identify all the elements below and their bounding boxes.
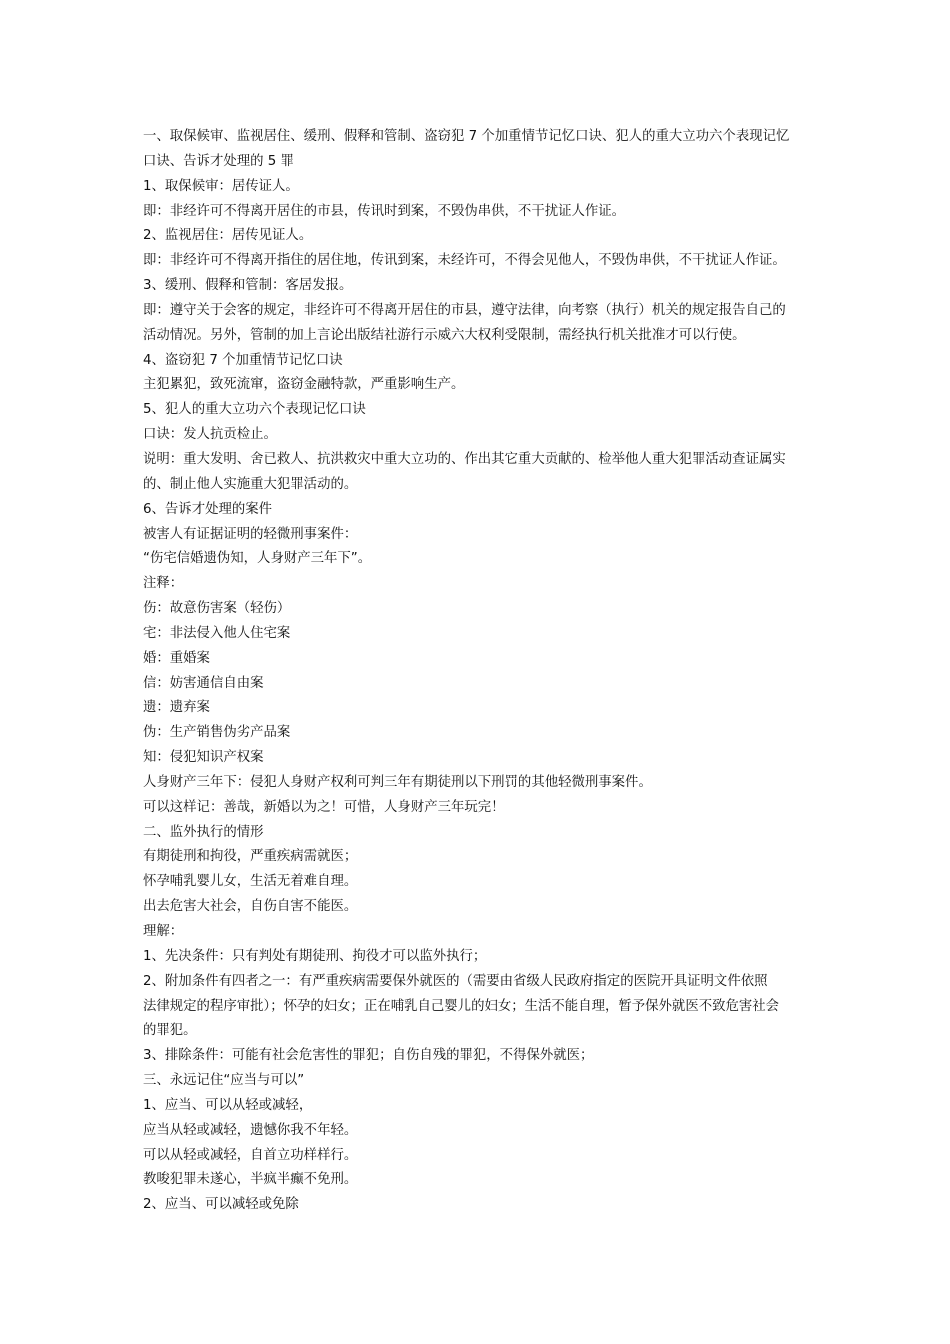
text-line: 1、取保候审：居传证人。: [143, 178, 299, 194]
text-line: 应当从轻或减轻，遗憾你我不年轻。: [143, 1122, 358, 1138]
text-line: 可以这样记：善哉，新婚以为之！可惜，人身财产三年玩完！: [143, 799, 505, 815]
text-line: 主犯累犯，致死流窜，盗窃金融特款，严重影响生产。: [143, 377, 465, 393]
heading-section-1: 一、取保候审、监视居住、缓刑、假释和管制、盗窃犯 7 个加重情节记忆口诀、犯人的重大立功六个表现记忆: [143, 129, 790, 144]
text-line: 1、先决条件：只有判处有期徒刑、拘役才可以监外执行；: [143, 948, 487, 964]
document-body: [143, 125, 811, 1218]
text-line: 怀孕哺乳婴儿女，生活无着难自理。: [143, 874, 358, 890]
text-line: 2、附加条件有四者之一：有严重疾病需要保外就医的（需要由省级人民政府指定的医院开具证明文件依照: [143, 973, 768, 989]
text-line: 5、犯人的重大立功六个表现记忆口诀: [143, 402, 366, 418]
text-line: 的罪犯。: [143, 1023, 197, 1039]
text-line: 2、监视居住：居传见证人。: [143, 228, 313, 244]
text-line: 人身财产三年下：侵犯人身财产权利可判三年有期徒刑以下刑罚的其他轻微刑事案件。: [143, 774, 652, 790]
text-line: 3、缓刑、假释和管制：客居发报。: [143, 278, 353, 294]
text-line: 理解：: [143, 924, 184, 939]
text-line: 口诀：发人抗贡检止。: [143, 427, 277, 443]
text-line: “伤宅信婚遗伪知，人身财产三年下”。: [143, 551, 372, 567]
heading-section-2: 二、监外执行的情形: [143, 824, 264, 840]
text-line: 3、排除条件：可能有社会危害性的罪犯；自伤自残的罪犯，不得保外就医；: [143, 1048, 594, 1064]
text-line: 即：非经许可不得离开指住的居住地，传讯到案，未经许可，不得会见他人，不毁伪串供，不干扰证人作证。: [143, 253, 786, 269]
text-line: 婚：重婚案: [143, 650, 210, 666]
text-line: 即：非经许可不得离开居住的市县，传讯时到案，不毁伪串供，不干扰证人作证。: [143, 203, 626, 219]
text-line: 注释：: [143, 576, 184, 592]
text-line: 6、告诉才处理的案件: [143, 501, 273, 517]
text-line: 4、盗窃犯 7 个加重情节记忆口诀: [143, 352, 343, 368]
text-line: 1、应当、可以从轻或减轻，: [143, 1097, 313, 1113]
text-line: 可以从轻或减轻，自首立功样样行。: [143, 1147, 358, 1163]
text-line: 活动情况。另外，管制的加上言论出版结社游行示威六大权利受限制，需经执行机关批准才可以行使。: [143, 327, 746, 343]
text-line: 伤：故意伤害案（轻伤）: [143, 601, 291, 617]
text-line: 知：侵犯知识产权案: [143, 750, 264, 766]
heading-section-3: 三、永远记住“应当与可以”: [143, 1073, 305, 1089]
text-line: 伪：生产销售伪劣产品案: [143, 725, 291, 741]
heading-section-1-cont: 口诀、告诉才处理的 5 罪: [143, 153, 294, 169]
text-line: 说明：重大发明、舍已救人、抗洪救灾中重大立功的、作出其它重大贡献的、检举他人重大犯罪活动查证属实: [143, 451, 786, 467]
text-line: 的、制止他人实施重大犯罪活动的。: [143, 476, 358, 492]
text-line: 教唆犯罪未遂心，半疯半癫不免刑。: [143, 1172, 358, 1188]
text-line: 遗：遗弃案: [143, 700, 210, 716]
text-line: 宅：非法侵入他人住宅案: [143, 625, 291, 641]
text-line: 法律规定的程序审批）；怀孕的妇女；正在哺乳自己婴儿的妇女；生活不能自理，暂予保外就医不致危害社会: [143, 998, 780, 1014]
text-line: 信：妨害通信自由案: [143, 675, 264, 691]
text-line: 被害人有证据证明的轻微刑事案件：: [143, 526, 358, 542]
text-line: 有期徒刑和拘役，严重疾病需就医；: [143, 849, 358, 865]
text-line: 即：遵守关于会客的规定，非经许可不得离开居住的市县，遵守法律，向考察（执行）机关的规定报告自己的: [143, 302, 786, 318]
text-line: 2、应当、可以减轻或免除: [143, 1197, 299, 1213]
text-line: 出去危害大社会，自伤自害不能医。: [143, 899, 358, 915]
